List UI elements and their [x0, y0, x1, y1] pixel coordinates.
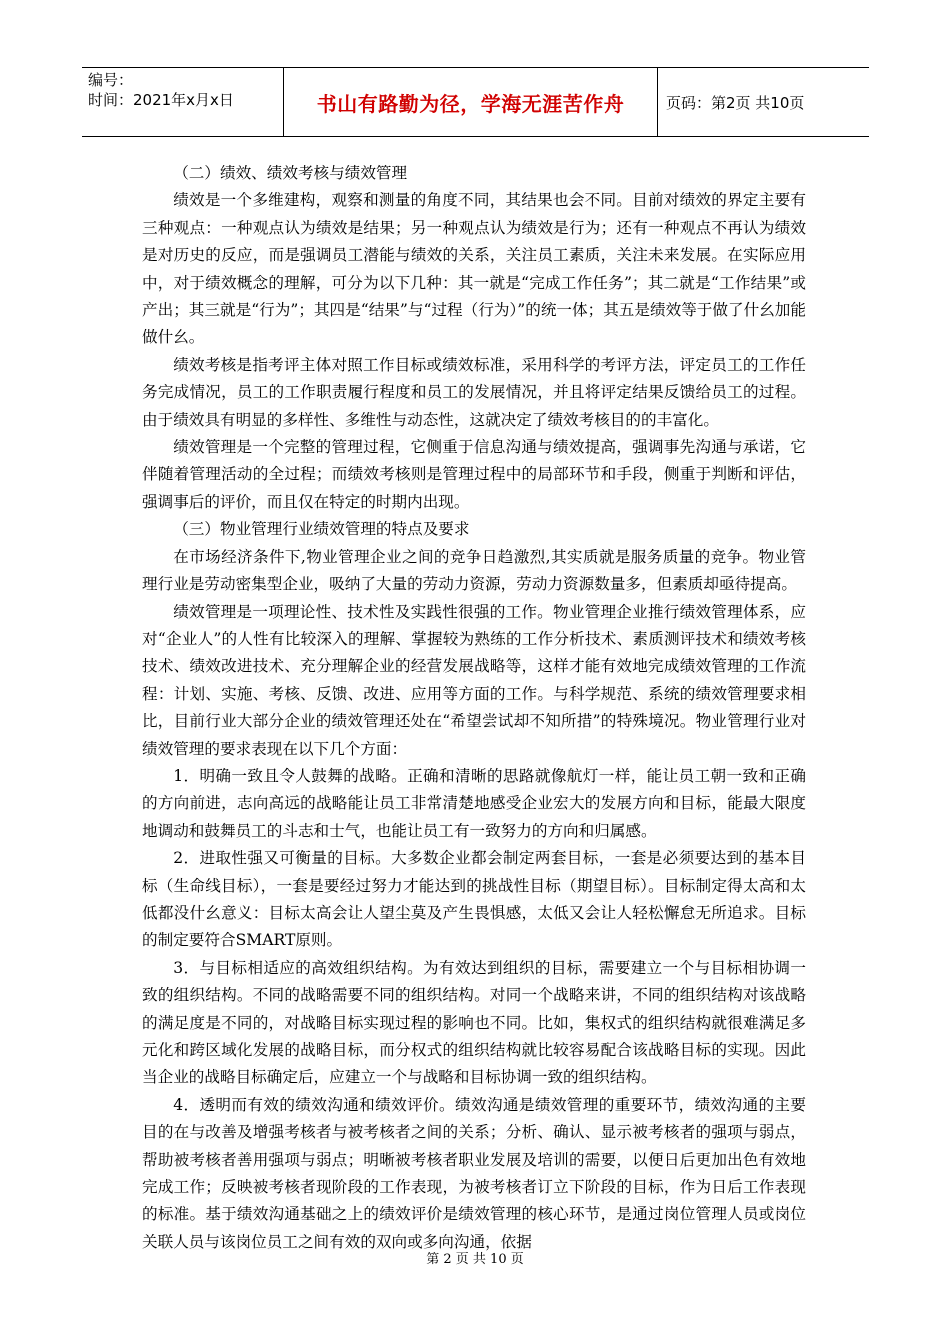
header-motto: 书山有路勤为径，学海无涯苦作舟	[284, 68, 658, 136]
time-label: 时间：2021年x月x日	[88, 91, 234, 109]
list-item: 4．透明而有效的绩效沟通和绩效评价。绩效沟通是绩效管理的重要环节，绩效沟通的主要目的在与改善及增强考核者与被考核者之间的关系；分析、确认、显示被考核者的强项与弱点，帮助被考核者善用强项与弱点；明晰被考核者职业发展及培训的需要，以便日后更加出色有效地完成工作；反映被考核者现阶段的工作表现，为被考核者订立下阶段的目标，作为日后工作表现的标准。基于绩效沟通基础之上的绩效评价是绩效管理的核心环节，是通过岗位管理人员或岗位关联人员与该岗位员工之间有效的双向或多向沟通，依据	[142, 1095, 806, 1251]
list-item: 3．与目标相适应的高效组织结构。为有效达到组织的目标，需要建立一个与目标相协调一致的组织结构。不同的战略需要不同的组织结构。对同一个战略来讲，不同的组织结构对该战略的满足度是不同的，对战略目标实现过程的影响也不同。比如，集权式的组织结构就很难满足多元化和跨区域化发展的战略目标，而分权式的组织结构就比较容易配合该战略目标的实现。因此当企业的战略目标确定后，应建立一个与战略和目标协调一致的组织结构。	[142, 958, 806, 1087]
paragraph: 绩效考核是指考评主体对照工作目标或绩效标准，采用科学的考评方法，评定员工的工作任务完成情况，员工的工作职责履行程度和员工的发展情况，并且将评定结果反馈给员工的过程。由于绩效具有明显的多样性、多维性与动态性，这就决定了绩效考核目的的丰富化。	[142, 355, 806, 429]
paragraph: 绩效是一个多维建构，观察和测量的角度不同，其结果也会不同。目前对绩效的界定主要有三种观点：一种观点认为绩效是结果；另一种观点认为绩效是行为；还有一种观点不再认为绩效是对历史的反应，而是强调员工潜能与绩效的关系，关注员工素质，关注未来发展。在实际应用中，对于绩效概念的理解，可分为以下几种：其一就是“完成工作任务”；其二就是“工作结果”或产出；其三就是“行为”；其四是“结果”与“过程（行为）”的统一体；其五是绩效等于做了什幺加能做什幺。	[142, 191, 806, 347]
list-item: 1．明确一致且令人鼓舞的战略。正确和清晰的思路就像航灯一样，能让员工朝一致和正确的方向前进，志向高远的战略能让员工非常清楚地感受企业宏大的发展方向和目标，能最大限度地调动和鼓舞员工的斗志和士气，也能让员工有一致努力的方向和归属感。	[142, 766, 806, 840]
document-body	[142, 160, 806, 1256]
paragraph: 在市场经济条件下,物业管理企业之间的竞争日趋激烈,其实质就是服务质量的竞争。物业管理行业是劳动密集型企业，吸纳了大量的劳动力资源，劳动力资源数量多，但素质却亟待提高。	[142, 547, 806, 594]
page-footer: 第 2 页 共 10 页	[426, 1252, 524, 1267]
number-label: 编号：	[88, 71, 134, 89]
header-table	[82, 67, 869, 137]
list-item: 2．进取性强又可衡量的目标。大多数企业都会制定两套目标，一套是必须要达到的基本目标（生命线目标），一套是要经过努力才能达到的挑战性目标（期望目标）。目标制定得太高和太低都没什幺意义：目标太高会让人望尘莫及产生畏惧感，太低又会让人轻松懈怠无所追求。目标的制定要符合SMART原则。	[142, 849, 806, 950]
header-meta	[82, 68, 284, 136]
section-heading: （二）绩效、绩效考核与绩效管理	[173, 164, 408, 182]
header-page-info: 页码：第2页 共10页	[666, 93, 805, 112]
paragraph: 绩效管理是一项理论性、技术性及实践性很强的工作。物业管理企业推行绩效管理体系，应对“企业人”的人性有比较深入的理解、掌握较为熟练的工作分析技术、素质测评技术和绩效考核技术、绩效改进技术、充分理解企业的经营发展战略等，这样才能有效地完成绩效管理的工作流程：计划、实施、考核、反馈、改进、应用等方面的工作。与科学规范、系统的绩效管理要求相比，目前行业大部分企业的绩效管理还处在“希望尝试却不知所措”的特殊境况。物业管理行业对绩效管理的要求表现在以下几个方面：	[142, 602, 806, 758]
section-heading: （三）物业管理行业绩效管理的特点及要求	[173, 520, 470, 539]
paragraph: 绩效管理是一个完整的管理过程，它侧重于信息沟通与绩效提高，强调事先沟通与承诺，它伴随着管理活动的全过程；而绩效考核则是管理过程中的局部环节和手段，侧重于判断和评估，强调事后的评价，而且仅在特定的时期内出现。	[142, 438, 806, 511]
